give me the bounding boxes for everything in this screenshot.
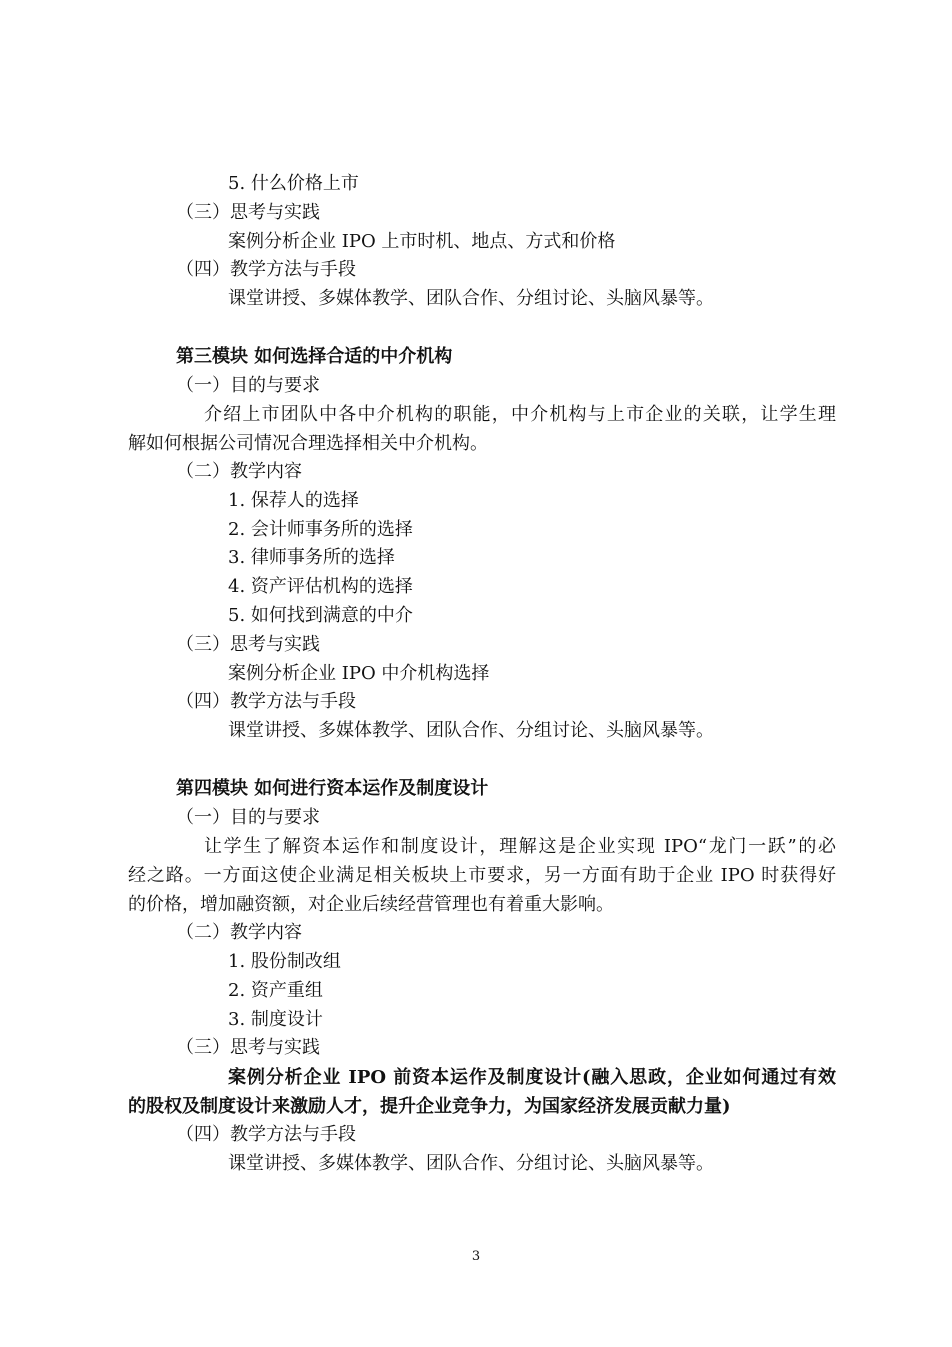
paragraph: 课堂讲授、多媒体教学、团队合作、分组讨论、头脑风暴等。	[228, 720, 714, 741]
paragraph-line: 经之路。一方面这使企业满足相关板块上市要求，另一方面有助于企业 IPO 时获得好	[128, 865, 836, 886]
paragraph: 案例分析企业 IPO 上市时机、地点、方式和价格	[228, 231, 616, 252]
section-heading: （四）教学方法与手段	[176, 259, 356, 280]
list-item: 5. 什么价格上市	[228, 173, 359, 194]
list-item: 2. 会计师事务所的选择	[228, 519, 413, 540]
paragraph-line: 案例分析企业 IPO 前资本运作及制度设计(融入思政，企业如何通过有效	[228, 1067, 836, 1088]
paragraph: 课堂讲授、多媒体教学、团队合作、分组讨论、头脑风暴等。	[228, 1153, 714, 1174]
paragraph: 案例分析企业 IPO 中介机构选择	[228, 663, 490, 684]
list-item: 1. 股份制改组	[228, 951, 341, 972]
section-heading: （一）目的与要求	[176, 375, 320, 396]
section-heading: （一）目的与要求	[176, 807, 320, 828]
list-item: 5. 如何找到满意的中介	[228, 605, 413, 626]
list-item: 3. 律师事务所的选择	[228, 547, 395, 568]
paragraph-line: 的价格，增加融资额，对企业后续经营管理也有着重大影响。	[128, 894, 614, 915]
section-heading: （三）思考与实践	[176, 1037, 320, 1058]
section-heading: （四）教学方法与手段	[176, 691, 356, 712]
page-number: 3	[471, 1249, 481, 1264]
paragraph-line: 的股权及制度设计来激励人才，提升企业竞争力，为国家经济发展贡献力量)	[128, 1096, 731, 1117]
module-title: 第四模块 如何进行资本运作及制度设计	[176, 778, 489, 799]
paragraph: 课堂讲授、多媒体教学、团队合作、分组讨论、头脑风暴等。	[228, 288, 714, 309]
module-title: 第三模块 如何选择合适的中介机构	[176, 346, 453, 367]
list-item: 3. 制度设计	[228, 1009, 323, 1030]
list-item: 4. 资产评估机构的选择	[228, 576, 413, 597]
paragraph-line: 介绍上市团队中各中介机构的职能，中介机构与上市企业的关联，让学生理	[204, 404, 836, 425]
section-heading: （三）思考与实践	[176, 634, 320, 655]
section-heading: （二）教学内容	[176, 922, 302, 943]
list-item: 2. 资产重组	[228, 980, 323, 1001]
section-heading: （三）思考与实践	[176, 202, 320, 223]
section-heading: （四）教学方法与手段	[176, 1124, 356, 1145]
section-heading: （二）教学内容	[176, 461, 302, 482]
paragraph-line: 解如何根据公司情况合理选择相关中介机构。	[128, 433, 488, 454]
list-item: 1. 保荐人的选择	[228, 490, 359, 511]
paragraph-line: 让学生了解资本运作和制度设计，理解这是企业实现 IPO“龙门一跃”的必	[204, 836, 836, 857]
